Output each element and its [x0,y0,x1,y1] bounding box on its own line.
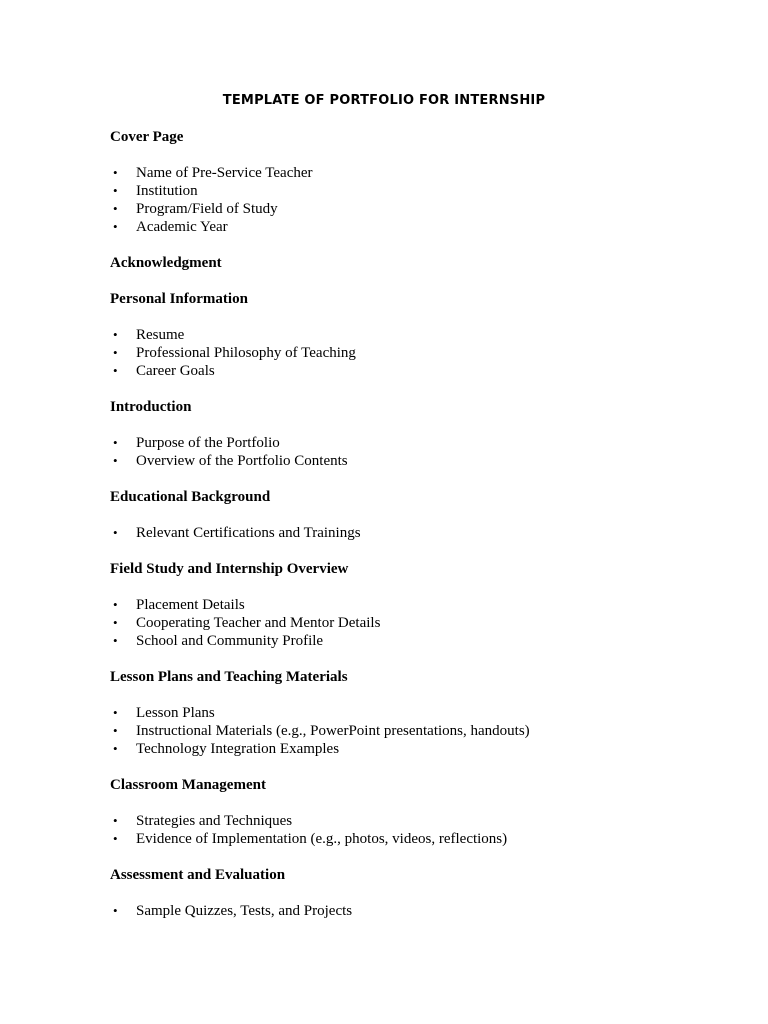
section [110,776,710,848]
list-item-text: Placement Details [136,597,245,613]
list-item-text: Professional Philosophy of Teaching [136,345,356,361]
bullet-icon: • [113,633,118,648]
list-item [110,200,710,218]
section-heading: Personal Information [110,291,248,307]
bullet-icon: • [113,705,118,720]
section [110,254,710,272]
bullet-icon: • [113,327,118,342]
list-item-text: School and Community Profile [136,633,324,649]
bullet-icon: • [113,183,118,198]
list-item [110,182,710,200]
section-heading: Classroom Management [110,777,266,793]
list-item-text: Program/Field of Study [136,201,278,217]
bullet-icon: • [113,345,118,360]
list-item [110,452,710,470]
bullet-list [110,812,710,848]
list-item-text: Technology Integration Examples [136,741,340,757]
section [110,488,710,542]
section-heading: Educational Background [110,489,271,505]
list-item [110,344,710,362]
bullet-icon: • [113,903,118,918]
list-item [110,704,710,722]
bullet-list [110,902,710,920]
list-item-text: Instructional Materials (e.g., PowerPoint presentations, handouts) [136,723,530,739]
list-item-text: Evidence of Implementation (e.g., photos, videos, reflections) [136,831,508,847]
bullet-list [110,524,710,542]
list-item-text: Resume [136,327,185,343]
list-item-text: Cooperating Teacher and Mentor Details [136,615,381,631]
bullet-icon: • [113,741,118,756]
section [110,668,710,758]
document-body [110,128,710,938]
bullet-icon: • [113,165,118,180]
bullet-icon: • [113,363,118,378]
bullet-list [110,164,710,236]
bullet-list [110,434,710,470]
list-item-text: Lesson Plans [136,705,215,721]
bullet-icon: • [113,831,118,846]
bullet-icon: • [113,453,118,468]
bullet-icon: • [113,615,118,630]
list-item [110,632,710,650]
section-heading: Field Study and Internship Overview [110,561,349,577]
bullet-icon: • [113,723,118,738]
section-heading: Cover Page [110,129,184,145]
bullet-list [110,704,710,758]
list-item [110,434,710,452]
section [110,866,710,920]
list-item-text: Institution [136,183,198,199]
bullet-icon: • [113,435,118,450]
bullet-list [110,596,710,650]
section-heading: Assessment and Evaluation [110,867,286,883]
list-item [110,722,710,740]
bullet-icon: • [113,201,118,216]
list-item [110,362,710,380]
section [110,398,710,470]
list-item [110,902,710,920]
section [110,290,710,380]
list-item [110,524,710,542]
list-item-text: Strategies and Techniques [136,813,293,829]
bullet-icon: • [113,813,118,828]
list-item [110,326,710,344]
document-title: TEMPLATE OF PORTFOLIO FOR INTERNSHIP [222,93,546,108]
list-item [110,740,710,758]
list-item-text: Relevant Certifications and Trainings [136,525,361,541]
section [110,128,710,236]
list-item-text: Overview of the Portfolio Contents [136,453,348,469]
list-item-text: Academic Year [136,219,228,235]
list-item-text: Career Goals [136,363,215,379]
section-heading: Introduction [110,399,192,415]
list-item [110,218,710,236]
section-heading: Lesson Plans and Teaching Materials [110,669,348,685]
section-heading: Acknowledgment [110,255,222,271]
bullet-icon: • [113,597,118,612]
list-item [110,164,710,182]
list-item [110,596,710,614]
list-item [110,812,710,830]
bullet-icon: • [113,525,118,540]
list-item-text: Purpose of the Portfolio [136,435,280,451]
list-item-text: Sample Quizzes, Tests, and Projects [136,903,353,919]
bullet-list [110,326,710,380]
section [110,560,710,650]
bullet-icon: • [113,219,118,234]
list-item-text: Name of Pre-Service Teacher [136,165,313,181]
list-item [110,830,710,848]
list-item [110,614,710,632]
